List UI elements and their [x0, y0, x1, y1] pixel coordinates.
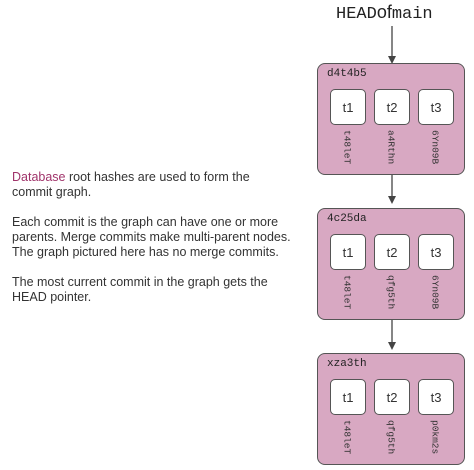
tree-node: t2: [374, 234, 410, 270]
tree-node: t1: [330, 234, 366, 270]
commit-hash: xza3th: [327, 358, 367, 370]
tree-hash: 6Yn09B: [429, 275, 441, 310]
tree-hash: p0km2s: [429, 420, 441, 455]
database-link[interactable]: Database: [12, 170, 66, 184]
head-label-head: HEAD: [336, 5, 377, 24]
head-label-branch: main: [391, 5, 433, 24]
description-paragraph-1: [12, 170, 292, 200]
tree-hash: t48leT: [341, 130, 353, 165]
description-paragraph-2: Each commit is the graph can have one or more parents. Merge commits make multi-parent nodes. The graph pictured here has no merge commits.: [12, 215, 291, 259]
tree-node: t1: [330, 89, 366, 125]
commit-node: [317, 63, 465, 175]
tree-node: t3: [418, 234, 454, 270]
tree-hash: 6Yn09B: [429, 130, 441, 165]
head-label-of: of: [376, 2, 392, 22]
tree-node: t3: [418, 379, 454, 415]
description: [12, 170, 292, 320]
tree-node: t3: [418, 89, 454, 125]
commit-hash: d4t4b5: [327, 68, 367, 80]
commit-node: [317, 208, 465, 320]
tree-node: t1: [330, 379, 366, 415]
description-paragraph-3: The most current commit in the graph gets the HEAD pointer.: [12, 275, 268, 304]
tree-hash: t48leT: [341, 275, 353, 310]
commit-hash: 4c25da: [327, 213, 367, 225]
tree-hash: qfg5th: [385, 420, 397, 455]
tree-hash: t48leT: [341, 420, 353, 455]
tree-hash: qfg5th: [385, 275, 397, 310]
tree-hash: a4Rthn: [385, 130, 397, 165]
tree-node: t2: [374, 89, 410, 125]
tree-node: t2: [374, 379, 410, 415]
description-p1-text: root hashes are used to form the commit graph.: [12, 170, 250, 199]
commit-node: [317, 353, 465, 465]
